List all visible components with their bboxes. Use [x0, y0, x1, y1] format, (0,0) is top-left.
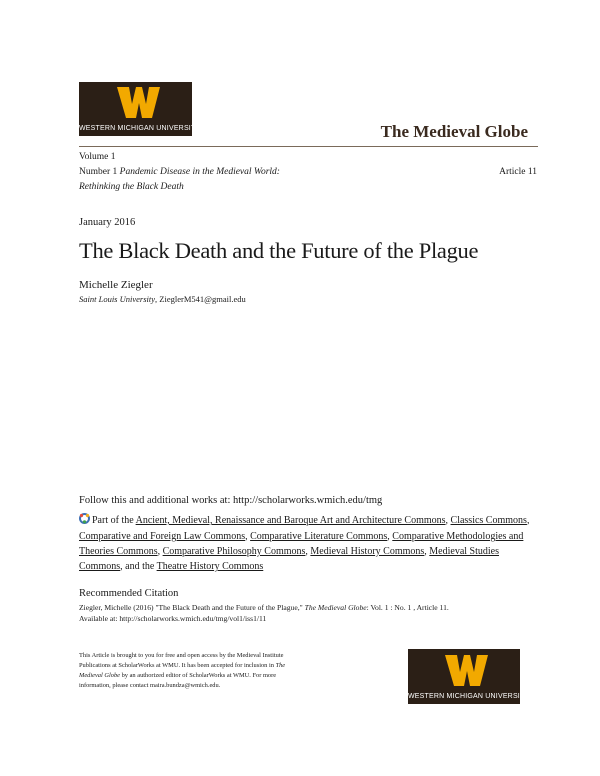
citation-prefix: Ziegler, Michelle (2016) "The Black Death and the Future of the Plague," — [79, 603, 303, 612]
citation-suffix: : Vol. 1 : No. 1 , Article 11. — [366, 603, 449, 612]
and-the: , and the — [120, 561, 155, 572]
institution: Saint Louis University — [79, 294, 156, 304]
issue-title-1: Pandemic Disease in the Medieval World: — [119, 167, 280, 177]
commons-link[interactable]: Classics Commons — [450, 515, 527, 526]
issue-number — [79, 165, 280, 180]
commons-link[interactable]: Medieval History Commons — [310, 546, 425, 557]
wmu-logo-bottom — [408, 649, 530, 704]
citation-text — [79, 602, 539, 624]
notice-journal: The Medieval Globe — [79, 662, 286, 679]
share-icon — [79, 513, 90, 529]
citation-journal: The Medieval Globe — [304, 603, 367, 612]
article-number: Article 11 — [499, 167, 537, 177]
wmu-logo-top — [79, 82, 201, 136]
notice-part-2: by an authorized editor of ScholarWorks at WMU. For more information, please contact maira.bundza@wmich.edu. — [79, 672, 277, 689]
volume: Volume 1 — [79, 152, 116, 162]
commons-link[interactable]: Comparative Methodologies and Theories Commons — [79, 531, 524, 557]
commons-link[interactable]: Comparative Literature Commons — [250, 531, 388, 542]
wmu-logo-text: WESTERN MICHIGAN UNIVERSITY — [408, 693, 530, 700]
issue-block — [79, 150, 280, 195]
author-email[interactable]: , ZieglerM541@gmail.edu — [155, 294, 246, 304]
article-title: The Black Death and the Future of the Plague — [79, 238, 479, 263]
part-of-label: Part of the — [92, 515, 134, 526]
commons-link[interactable]: Theatre History Commons — [156, 561, 264, 572]
commons-list: Part of the Ancient, Medieval, Renaissance and Baroque Art and Architecture Commons, Classics Commons, Comparative and Foreign Law Commons, Comparative Literature Commons, Comparative Methodologies and Theories Commons, Comparative Philosophy Commons, Medieval History Commons, Medieval Studies Commons, and the Theatre History Commons — [79, 515, 530, 572]
number-prefix: Number 1 — [79, 167, 118, 177]
wmu-w-icon — [408, 649, 520, 691]
author-affiliation — [79, 294, 246, 304]
journal-title: The Medieval Globe — [380, 122, 528, 141]
access-notice — [79, 651, 304, 691]
commons-link[interactable]: Ancient, Medieval, Renaissance and Baroque Art and Architecture Commons — [135, 515, 446, 526]
citation-heading: Recommended Citation — [79, 588, 179, 599]
wmu-logo-text: WESTERN MICHIGAN UNIVERSITY — [79, 125, 201, 132]
issue-title-2: Rethinking the Black Death — [79, 182, 184, 192]
commons-link[interactable]: Comparative Philosophy Commons — [162, 546, 306, 557]
author-name: Michelle Ziegler — [79, 279, 153, 291]
header-divider — [79, 146, 538, 147]
commons-link[interactable]: Comparative and Foreign Law Commons — [79, 531, 246, 542]
commons-link[interactable]: Medieval Studies Commons — [79, 546, 499, 572]
publication-date: January 2016 — [79, 217, 136, 228]
citation-url[interactable]: Available at: http://scholarworks.wmich.edu/tmg/vol1/iss1/11 — [79, 614, 267, 623]
notice-part-1: This Article is brought to you for free and open access by the Medieval Institute Publications at ScholarWorks at WMU. It has been accepted for inclusion in — [79, 652, 284, 669]
wmu-w-icon — [79, 82, 192, 124]
follow-link[interactable]: Follow this and additional works at: http://scholarworks.wmich.edu/tmg — [79, 495, 383, 506]
